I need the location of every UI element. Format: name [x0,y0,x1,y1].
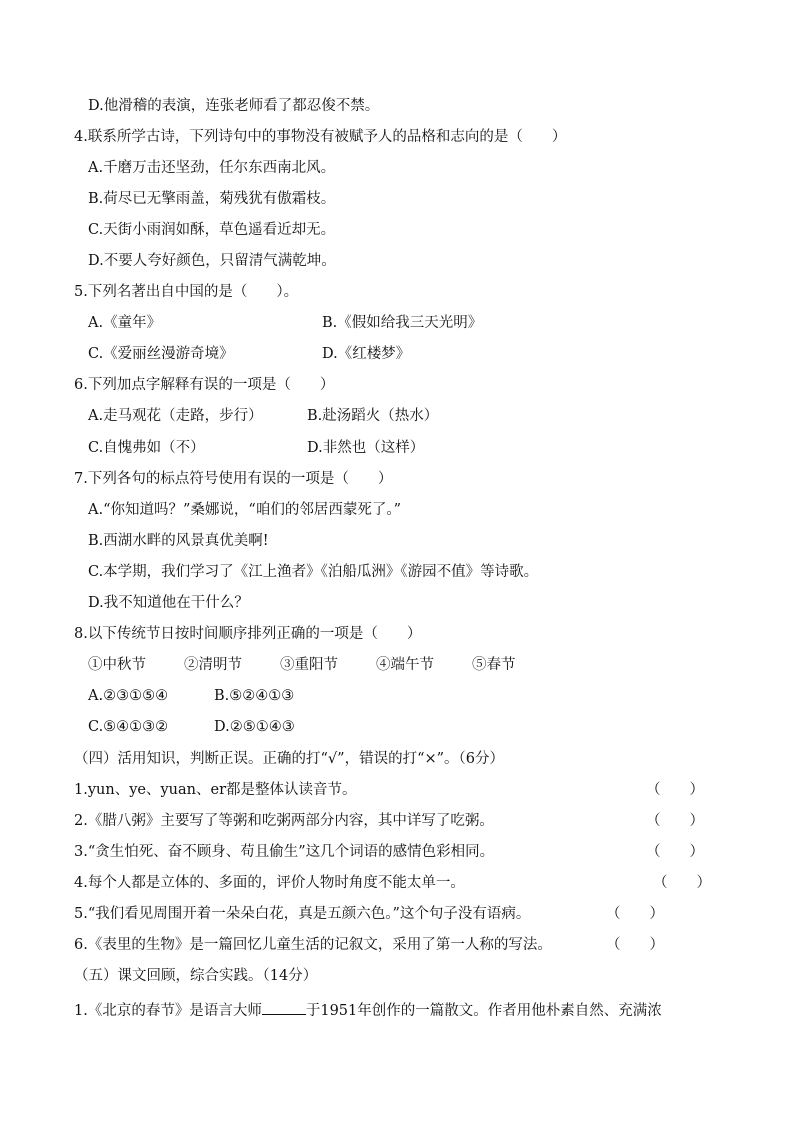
q6-option-a: A.走马观花（走路，步行） [88,408,263,424]
q6-option-d: D.非然也（这样） [307,440,425,456]
q8-festival-3: ③重阳节 [280,657,338,673]
q8-stem: 8.以下传统节日按时间顺序排列正确的一项是（ ） [74,626,422,642]
q6-option-c: C.自愧弗如（不） [88,440,205,456]
q5-option-c: C.《爱丽丝漫游奇境》 [88,346,234,362]
q3-option-d: D.他滑稽的表演，连张老师看了都忍俊不禁。 [88,98,380,114]
q4-option-b: B.荷尽已无擎雨盖，菊残犹有傲霜枝。 [88,191,336,207]
q8-festival-4: ④端午节 [376,657,434,673]
judge-item-1: 1.yun、ye、yuan、er都是整体认读音节。 [74,782,357,798]
judge-answer-3: （ ） [646,844,704,860]
q4-stem: 4.联系所学古诗，下列诗句中的事物没有被赋予人的品格和志向的是（ ） [74,129,567,145]
judge-answer-4: （ ） [653,875,711,891]
q8-festival-5: ⑤春节 [472,657,516,673]
judge-answer-2: （ ） [646,813,704,829]
q8-festival-2: ②清明节 [184,657,242,673]
judge-item-3: 3.“贪生怕死、奋不顾身、苟且偷生”这几个词语的感情色彩相同。 [74,844,495,860]
fill-in-blank [262,1000,306,1015]
q4-option-d: D.不要人夸好颜色，只留清气满乾坤。 [88,253,336,269]
judge-answer-6: （ ） [606,937,664,953]
q7-option-c: C.本学期，我们学习了《江上渔者》《泊船瓜洲》《游园不值》等诗歌。 [88,564,539,580]
judge-answer-1: （ ） [646,782,704,798]
q5-option-d: D.《红楼梦》 [322,346,411,362]
q8-option-a: A.②③①⑤④ [88,688,169,704]
q6-stem: 6.下列加点字解释有误的一项是（ ） [74,377,335,393]
q8-festival-1: ①中秋节 [88,657,146,673]
judge-item-2: 2.《腊八粥》主要写了等粥和吃粥两部分内容，其中详写了吃粥。 [74,813,494,829]
q7-option-b: B.西湖水畔的风景真优美啊! [88,533,269,549]
judge-answer-5: （ ） [606,906,664,922]
section5-q1-after: 于1951年创作的一篇散文。作者用他朴素自然、充满浓 [305,1003,662,1019]
judge-item-5: 5.“我们看见周围开着一朵朵白花，真是五颜六色。”这个句子没有语病。 [74,906,531,922]
q7-option-d: D.我不知道他在干什么？ [88,595,249,611]
q7-stem: 7.下列各句的标点符号使用有误的一项是（ ） [74,471,393,487]
q8-option-c: C.⑤④①③② [88,719,169,735]
q8-option-b: B.⑤②④①③ [214,688,295,704]
q8-option-d: D.②⑤①④③ [214,719,295,735]
judge-item-4: 4.每个人都是立体的、多面的，评价人物时角度不能太单一。 [74,875,465,891]
section5-heading: （五）课文回顾，综合实践。（14分） [74,968,318,984]
judge-item-6: 6.《表里的生物》是一篇回忆儿童生活的记叙文，采用了第一人称的写法。 [74,937,552,953]
q5-option-a: A.《童年》 [88,315,162,331]
q4-option-c: C.天街小雨润如酥，草色遥看近却无。 [88,222,336,238]
q4-option-a: A.千磨万击还坚劲，任尔东西南北风。 [88,160,336,176]
section5-q1 [74,1000,662,1021]
section5-q1-before: 1.《北京的春节》是语言大师 [74,1003,262,1019]
q7-option-a: A.“你知道吗？”桑娜说，“咱们的邻居西蒙死了。” [88,502,401,518]
q5-option-b: B.《假如给我三天光明》 [322,315,483,331]
q6-option-b: B.赴汤蹈火（热水） [307,408,439,424]
section4-heading: （四）活用知识，判断正误。正确的打“√”，错误的打“×”。（6分） [74,751,505,767]
q5-stem: 5.下列名著出自中国的是（ ）。 [74,284,299,300]
